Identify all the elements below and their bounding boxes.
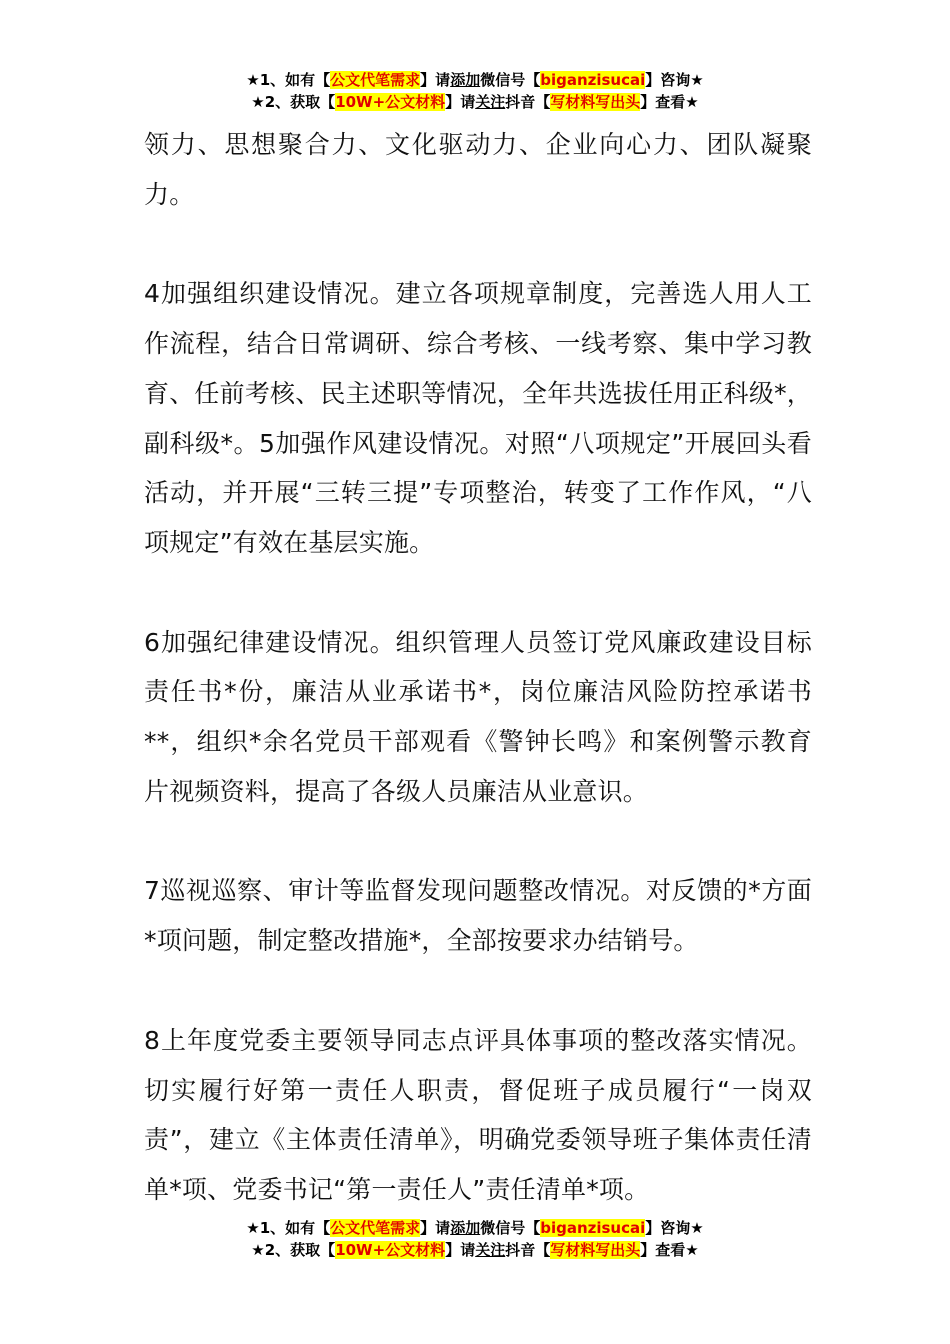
banner-text: 微信号【 (480, 1219, 541, 1237)
paragraph: 8上年度党委主要领导同志点评具体事项的整改落实情况。切实履行好第一责任人职责，督促班子成员履行“一岗双责”，建立《主体责任清单》，明确党委领导班子集体责任清单*项、党委书记“第一责任人”责任清单*项。 (144, 1025, 812, 1204)
banner-line-2 (0, 91, 950, 113)
banner-text: 】请 (420, 1219, 451, 1237)
banner-highlight: 写材料写出头 (550, 93, 641, 111)
banner-highlight: 公文代笔需求 (330, 71, 421, 89)
banner-text: 】查看★ (640, 1241, 699, 1259)
banner-underlined-text: 添加 (450, 71, 481, 89)
header-banner (0, 69, 950, 113)
banner-highlight: biganzisucai (540, 1219, 646, 1237)
banner-underlined-text: 关注 (475, 1241, 506, 1259)
banner-highlight: 写材料写出头 (550, 1241, 641, 1259)
banner-underlined-text: 添加 (450, 1219, 481, 1237)
footer-banner (0, 1217, 950, 1261)
banner-text: ★2、获取【 (251, 93, 336, 111)
paragraph: 4加强组织建设情况。建立各项规章制度，完善选人用人工作流程，结合日常调研、综合考核、一线考察、集中学习教育、任前考核、民主述职等情况，全年共选拔任用正科级*，副科级*。5加强作风建设情况。对照“八项规定”开展回头看活动，并开展“三转三提”专项整治，转变了工作作风，“八项规定”有效在基层实施。 (144, 279, 812, 557)
banner-text: 】查看★ (640, 93, 699, 111)
paragraph: 6加强纪律建设情况。组织管理人员签订党风廉政建设目标责任书*份，廉洁从业承诺书*，岗位廉洁风险防控承诺书**，组织*余名党员干部观看《警钟长鸣》和案例警示教育片视频资料，提高了各级人员廉洁从业意识。 (144, 627, 812, 806)
paragraph-gap (144, 219, 812, 269)
banner-highlight: 10W+公文材料 (335, 93, 446, 111)
banner-text: ★1、如有【 (246, 71, 331, 89)
banner-highlight: 10W+公文材料 (335, 1241, 446, 1259)
banner-line-1 (0, 69, 950, 91)
banner-text: ★2、获取【 (251, 1241, 336, 1259)
document-body (144, 120, 812, 1215)
paragraph-gap (144, 568, 812, 618)
banner-highlight: 公文代笔需求 (330, 1219, 421, 1237)
banner-line-2 (0, 1239, 950, 1261)
banner-text: 】请 (445, 1241, 476, 1259)
banner-text: 微信号【 (480, 71, 541, 89)
banner-highlight: biganzisucai (540, 71, 646, 89)
banner-line-1 (0, 1217, 950, 1239)
banner-underlined-text: 关注 (475, 93, 506, 111)
banner-text: 】请 (420, 71, 451, 89)
paragraph-gap (144, 966, 812, 1016)
banner-text: 】咨询★ (645, 1219, 704, 1237)
banner-text: 】请 (445, 93, 476, 111)
banner-text: ★1、如有【 (246, 1219, 331, 1237)
banner-text: 】咨询★ (645, 71, 704, 89)
paragraph: 7巡视巡察、审计等监督发现问题整改情况。对反馈的*方面*项问题，制定整改措施*，全部按要求办结销号。 (144, 876, 812, 956)
paragraph: 领力、思想聚合力、文化驱动力、企业向心力、团队凝聚力。 (144, 130, 812, 209)
paragraph-gap (144, 816, 812, 866)
banner-text: 抖音【 (505, 1241, 551, 1259)
banner-text: 抖音【 (505, 93, 551, 111)
